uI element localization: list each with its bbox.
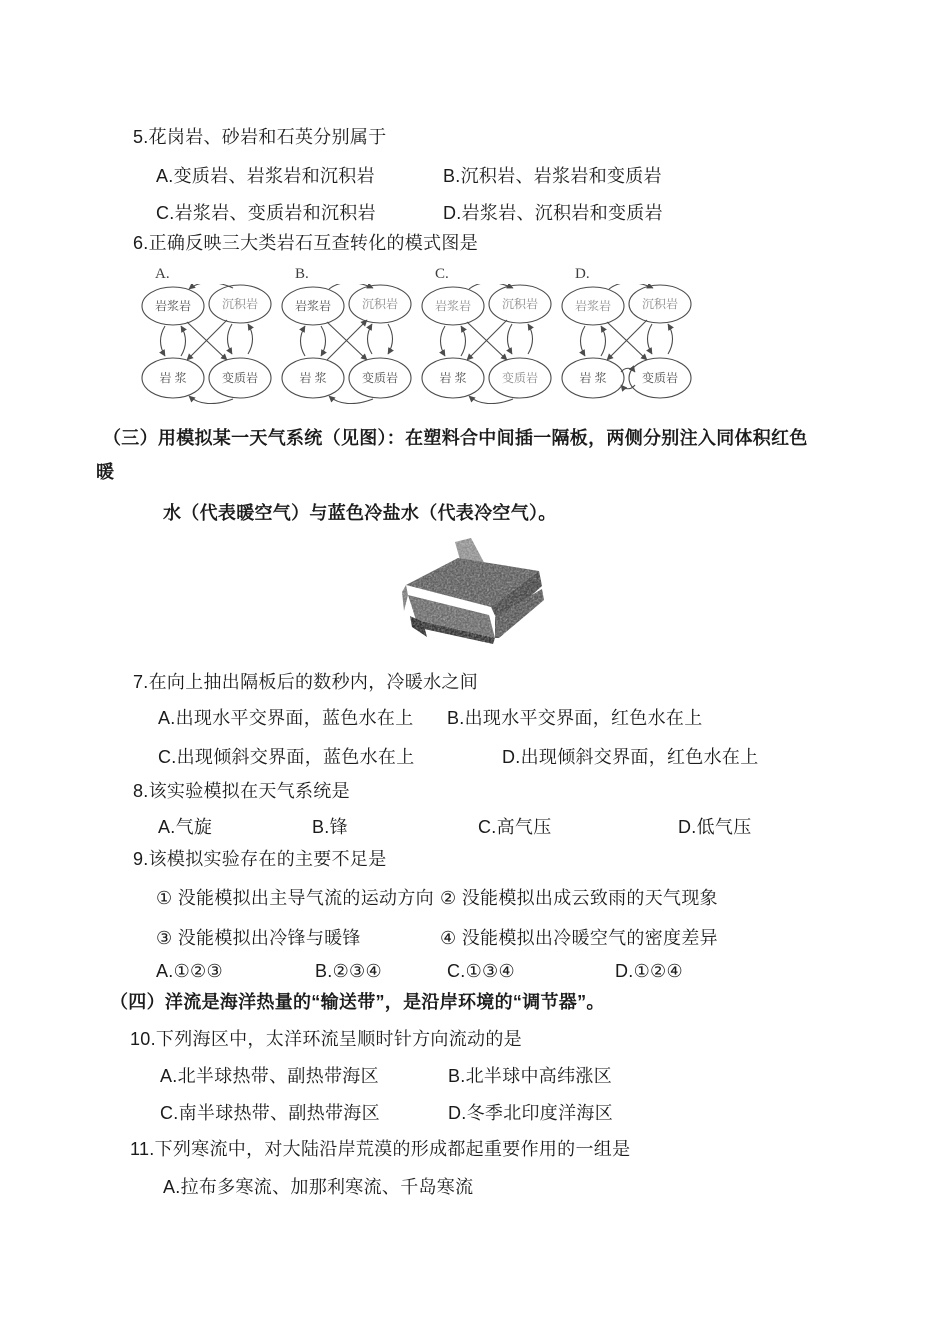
panel-a-top-right-label: 沉积岩	[221, 297, 259, 311]
q8-option-c: C.高气压	[478, 817, 552, 837]
q7-option-c: C.出现倾斜交界面，蓝色水在上	[158, 747, 415, 767]
panel-d-top-left-label: 岩浆岩	[574, 299, 612, 313]
q11-option-a: A.拉布多寒流、加那利寒流、千岛寒流	[163, 1177, 474, 1197]
q11-stem: 11.下列寒流中，对大陆沿岸荒漠的形成都起重要作用的一组是	[130, 1139, 631, 1159]
q9-option-b: B.②③④	[315, 961, 382, 981]
panel-a-bottom-right-label: 变质岩	[221, 371, 259, 385]
experiment-photo	[398, 538, 546, 646]
panel-b-bottom-right-label: 变质岩	[361, 371, 399, 385]
q5-option-b: B.沉积岩、岩浆岩和变质岩	[443, 166, 662, 186]
section3-line2: 暖	[96, 462, 115, 482]
panel-b-label: B.	[295, 266, 309, 282]
panel-a-top-left-label: 岩浆岩	[154, 299, 192, 313]
q9-stem: 9.该模拟实验存在的主要不足是	[133, 849, 387, 869]
q5-option-c: C.岩浆岩、变质岩和沉积岩	[156, 203, 376, 223]
panel-c-top-right-label: 沉积岩	[501, 297, 539, 311]
rock-cycle-panel-d	[557, 266, 697, 404]
q5-stem: 5.花岗岩、砂岩和石英分别属于	[133, 127, 387, 147]
q10-option-c: C.南半球热带、副热带海区	[160, 1103, 380, 1123]
q9-item-1: ① 没能模拟出主导气流的运动方向	[156, 888, 434, 908]
rock-cycle-diagram-c	[417, 284, 555, 404]
rock-cycle-diagram-a	[137, 284, 275, 404]
section4-title: （四）洋流是海洋热量的“输送带”，是沿岸环境的“调节器”。	[110, 992, 605, 1012]
q10-option-b: B.北半球中高纬涨区	[448, 1066, 613, 1086]
q9-option-d: D.①②④	[615, 961, 683, 981]
q6-stem: 6.正确反映三大类岩石互查转化的模式图是	[133, 233, 479, 253]
q10-stem: 10.下列海区中，太洋环流呈顺时针方向流动的是	[130, 1029, 522, 1049]
rock-cycle-diagram-b	[277, 284, 415, 404]
panel-b-bottom-left-label: 岩 浆	[299, 371, 327, 385]
q10-option-d: D.冬季北印度洋海区	[448, 1103, 613, 1123]
q7-stem: 7.在向上抽出隔板后的数秒内，冷暖水之间	[133, 672, 479, 692]
q8-option-b: B.锋	[312, 817, 348, 837]
panel-b-top-right-label: 沉积岩	[361, 297, 399, 311]
q9-item-4: ④ 没能模拟出冷暖空气的密度差异	[440, 928, 718, 948]
panel-c-bottom-left-label: 岩 浆	[439, 371, 467, 385]
q9-option-a: A.①②③	[156, 961, 223, 981]
q5-option-d: D.岩浆岩、沉积岩和变质岩	[443, 203, 663, 223]
panel-b-top-left-label: 岩浆岩	[294, 299, 332, 313]
rock-cycle-diagrams	[137, 266, 697, 404]
panel-d-label: D.	[575, 266, 590, 282]
q7-option-b: B.出现水平交界面，红色水在上	[447, 708, 703, 728]
q9-item-2: ② 没能模拟出成云致雨的天气现象	[440, 888, 718, 908]
rock-cycle-panel-c	[417, 266, 557, 404]
panel-d-bottom-left-label: 岩 浆	[579, 371, 607, 385]
q7-option-a: A.出现水平交界面，蓝色水在上	[158, 708, 414, 728]
q5-option-a: A.变质岩、岩浆岩和沉积岩	[156, 166, 375, 186]
q8-option-a: A.气旋	[158, 817, 213, 837]
rock-cycle-panel-b	[277, 266, 417, 404]
section3-line1: （三）用模拟某一天气系统（见图）：在塑料合中间插一隔板，两侧分别注入同体积红色	[103, 428, 808, 448]
q10-option-a: A.北半球热带、副热带海区	[160, 1066, 379, 1086]
section3-line3: 水（代表暖空气）与蓝色冷盐水（代表冷空气）。	[163, 503, 557, 523]
q8-stem: 8.该实验模拟在天气系统是	[133, 781, 350, 801]
q9-option-c: C.①③④	[447, 961, 515, 981]
q9-item-3: ③ 没能模拟出冷锋与暖锋	[156, 928, 361, 948]
panel-d-top-right-label: 沉积岩	[641, 297, 679, 311]
panel-d-bottom-right-label: 变质岩	[641, 371, 679, 385]
panel-a-bottom-left-label: 岩 浆	[159, 371, 187, 385]
q7-option-d: D.出现倾斜交界面，红色水在上	[502, 747, 759, 767]
photo-shapes	[398, 538, 546, 646]
panel-a-label: A.	[155, 266, 170, 282]
panel-c-label: C.	[435, 266, 449, 282]
rock-cycle-diagram-d	[557, 284, 695, 404]
panel-c-bottom-right-label: 变质岩	[501, 371, 539, 385]
rock-cycle-panel-a	[137, 266, 277, 404]
q8-option-d: D.低气压	[678, 817, 752, 837]
panel-c-top-left-label: 岩浆岩	[434, 299, 472, 313]
